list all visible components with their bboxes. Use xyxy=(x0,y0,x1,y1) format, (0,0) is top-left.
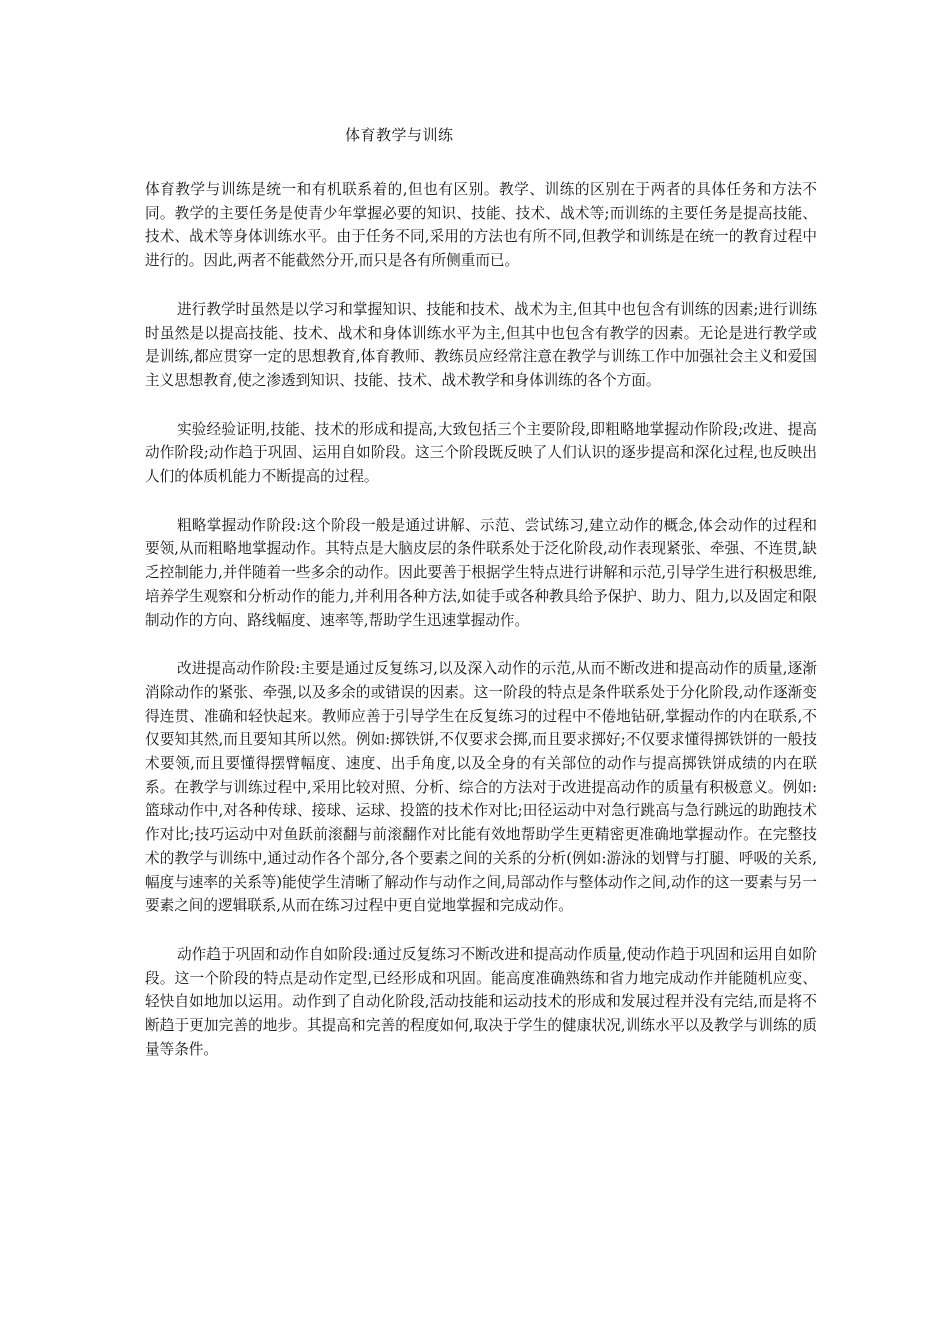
paragraph-three-stages: 实验经验证明,技能、技术的形成和提高,大致包括三个主要阶段,即粗略地掌握动作阶段;改进、提高动作阶段;动作趋于巩固、运用自如阶段。这三个阶段既反映了人们认识的逐步提高和深化过程,也反映出人们的体质机能力不断提高的过程。 xyxy=(145,420,817,486)
paragraph-teaching-training-factors: 进行教学时虽然是以学习和掌握知识、技能和技术、战术为主,但其中也包含有训练的因素;进行训练时虽然是以提高技能、技术、战术和身体训练水平为主,但其中也包含有教学的因素。无论是进行教学或是训练,都应贯穿一定的思想教育,体育教师、教练员应经常注意在教学与训练工作中加强社会主义和爱国主义思想教育,使之渗透到知识、技能、技术、战术教学和身体训练的各个方面。 xyxy=(145,300,817,389)
paragraph-consolidation-stage: 动作趋于巩固和动作自如阶段:通过反复练习不断改进和提高动作质量,使动作趋于巩固和运用自如阶段。这一个阶段的特点是动作定型,已经形成和巩固。能高度准确熟练和省力地完成动作并能随机应变、轻快自如地加以运用。动作到了自动化阶段,活动技能和运动技术的形成和发展过程并没有完结,而是将不断趋于更加完善的地步。其提高和完善的程度如何,取决于学生的健康状况,训练水平以及教学与训练的质量等条件。 xyxy=(145,945,817,1058)
paragraph-rough-mastery-stage: 粗略掌握动作阶段:这个阶段一般是通过讲解、示范、尝试练习,建立动作的概念,体会动作的过程和要领,从而粗略地掌握动作。其特点是大脑皮层的条件联系处于泛化阶段,动作表现紧张、牵强、不连贯,缺乏控制能力,并伴随着一些多余的动作。因此要善于根据学生特点进行讲解和示范,引导学生进行积极思维,培养学生观察和分析动作的能力,并利用各种方法,如徒手或各种教具给予保护、助力、阻力,以及固定和限制动作的方向、路线幅度、速率等,帮助学生迅速掌握动作。 xyxy=(145,516,817,629)
paragraph-improvement-stage: 改进提高动作阶段:主要是通过反复练习,以及深入动作的示范,从而不断改进和提高动作的质量,逐渐消除动作的紧张、牵强,以及多余的或错误的因素。这一阶段的特点是条件联系处于分化阶段,动作逐渐变得连贯、准确和轻快起来。教师应善于引导学生在反复练习的过程中不倦地钻研,掌握动作的内在联系,不仅要知其然,而且要知其所以然。例如:掷铁饼,不仅要求会掷,而且要求掷好;不仅要求懂得掷铁饼的一般技术要领,而且要懂得摆臂幅度、速度、出手角度,以及全身的有关部位的动作与提高掷铁饼成绩的内在联系。在教学与训练过程中,采用比较对照、分析、综合的方法对于改进提高动作的质量有积极意义。例如:篮球动作中,对各种传球、接球、运球、投篮的技术作对比;田径运动中对急行跳高与急行跳远的助跑技术作对比;技巧运动中对鱼跃前滚翻与前滚翻作对比能有效地帮助学生更精密更准确地掌握动作。在完整技术的教学与训练中,通过动作各个部分,各个要素之间的关系的分析(例如:游泳的划臂与打腿、呼吸的关系,幅度与速率的关系等)能使学生清晰了解动作与动作之间,局部动作与整体动作之间,动作的这一要素与另一要素之间的逻辑联系,从而在练习过程中更自觉地掌握和完成动作。 xyxy=(145,660,817,915)
document-title: 体育教学与训练 xyxy=(345,126,454,144)
paragraph-intro: 体育教学与训练是统一和有机联系着的,但也有区别。教学、训练的区别在于两者的具体任务和方法不同。教学的主要任务是使青少年掌握必要的知识、技能、技术、战术等;而训练的主要任务是提高技能、技术、战术等身体训练水平。由于任务不同,采用的方法也有所不同,但教学和训练是在统一的教育过程中进行的。因此,两者不能截然分开,而只是各有所侧重而已。 xyxy=(145,181,817,270)
document-page xyxy=(145,124,817,1087)
